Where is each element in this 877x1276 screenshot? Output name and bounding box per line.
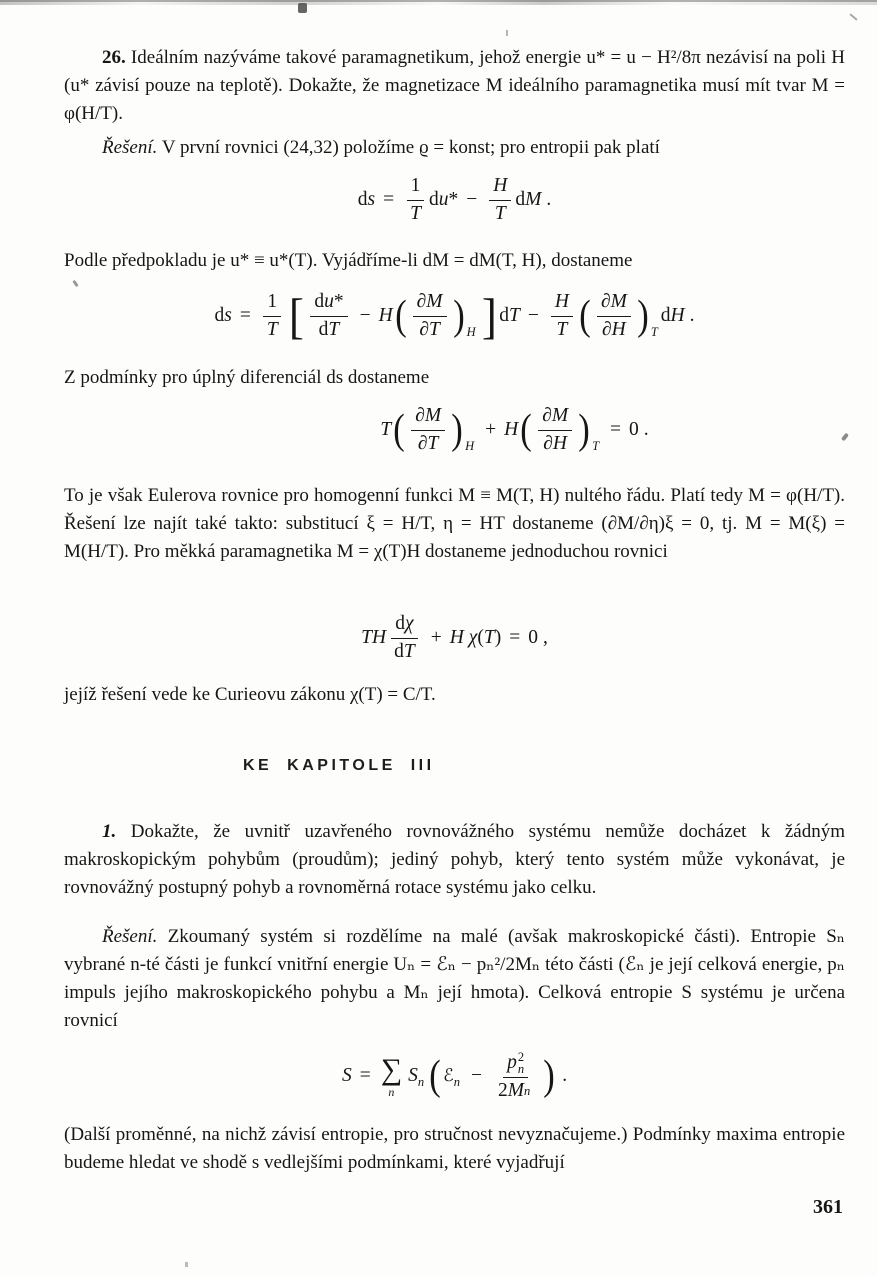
- paragraph-dalsi-promenne-text: (Další proměnné, na nichž závisí entropie, pro stručnost nevyznačujeme.) Podmínky maxima entropie budeme hledat ve shodě s vedlejšími podmínkami, které vyjadřují: [64, 1124, 845, 1173]
- problem-1-text: Dokažte, že uvnitř uzavřeného rovnovážného systému nemůže docházet k žádným makroskopickým pohybům (proudům); jediný pohyb, který tento systém může vykonávat, je rovnovážný postupný pohyb a rovnoměrná rotace systému jako celku.: [64, 821, 845, 898]
- scan-artifact-blob: [298, 3, 307, 13]
- solution-label: Řešení.: [102, 926, 158, 947]
- page-number: 361: [813, 1196, 843, 1218]
- paragraph-to-je-vsak-text: To je však Eulerova rovnice pro homogenní funkci M ≡ M(T, H) nultého řádu. Platí tedy M = φ(H/T). Řešení lze najít také takto: substitucí ξ = H/T, η = HT dostaneme (∂M/∂η)ξ = 0, tj. M = M(ξ) = M(H/T). Pro měkká paramagnetika M = χ(T)H dostaneme jednoduchou rovnici: [64, 485, 845, 562]
- paragraph-podle-predpokladu: [64, 247, 845, 275]
- paragraph-jejiz-reseni: [64, 681, 845, 709]
- equation-total-entropy-sum: S = ∑ n S n ( ℰ n − p 2 n 2 M n ) .: [341, 1049, 568, 1101]
- paragraph-podle-text: Podle předpokladu je u* ≡ u*(T). Vyjádříme-li dM = dM(T, H), dostaneme: [64, 250, 633, 271]
- solution-label: Řešení.: [102, 137, 158, 158]
- equation-susceptibility: TH d χ d T + H χ ( T ) = 0 ,: [361, 613, 548, 662]
- chapter-heading: KE KAPITOLE III: [243, 757, 435, 774]
- scan-speck: [185, 1262, 188, 1267]
- paragraph-dalsi-promenne: [64, 1121, 845, 1177]
- problem-26-number: 26.: [102, 47, 126, 68]
- paragraph-z-podminky-text: Z podmínky pro úplný diferenciál ds dostaneme: [64, 367, 430, 388]
- scan-speck: [506, 30, 508, 36]
- scan-speck: [849, 13, 857, 20]
- solution-26-text: V první rovnici (24,32) položíme ϱ = konst; pro entropii pak platí: [157, 137, 660, 158]
- solution-1-paragraph: [64, 923, 845, 1035]
- paragraph-to-je-vsak: [64, 482, 845, 566]
- equation-total-differential: d s = $\frac{1}{T}$ [ d u * d T − H ( $\frac{\partial M}{\partial T}$ ) H ] d T − $\frac{H}{T}$ ( $\frac{\partial M}{\partial H}$ ) T d H .: [214, 288, 695, 344]
- equation-euler-condition: T ( $\frac{\partial M}{\partial T}$ ) H + H ( $\frac{\partial M}{\partial H}$ ) T = 0 .: [380, 405, 649, 454]
- problem-26-paragraph: [64, 44, 845, 128]
- solution-1-text: Zkoumaný systém si rozdělíme na malé (avšak makroskopické části). Entropie Sₙ vybrané n-té části je funkcí vnitřní energie Uₙ = ℰₙ − pₙ²/2Mₙ této části (ℰₙ je její celková energie, pₙ impuls jejího makroskopického pohybu a Mₙ její hmota). Celková entropie S systému je určena rovnicí: [64, 926, 845, 1031]
- paragraph-z-podminky: [64, 364, 845, 392]
- scan-artifact-top-line: [0, 0, 877, 2]
- paragraph-jejiz-reseni-text: jejíž řešení vede ke Curieovu zákonu χ(T) = C/T.: [64, 684, 436, 705]
- solution-26-paragraph: [64, 134, 845, 162]
- problem-1-paragraph: [64, 818, 845, 902]
- equation-entropy-differential: d s = $\frac{1}{T}$ d u * − $\frac{H}{T}$ d M .: [357, 175, 552, 224]
- problem-1-number: 1.: [102, 821, 117, 842]
- problem-26-text: Ideálním nazýváme takové paramagnetikum, jehož energie u* = u − H²/8π nezávisí na poli H (u* závisí pouze na teplotě). Dokažte, že magnetizace M ideálního paramagnetika musí mít tvar M = φ(H/T).: [64, 47, 845, 124]
